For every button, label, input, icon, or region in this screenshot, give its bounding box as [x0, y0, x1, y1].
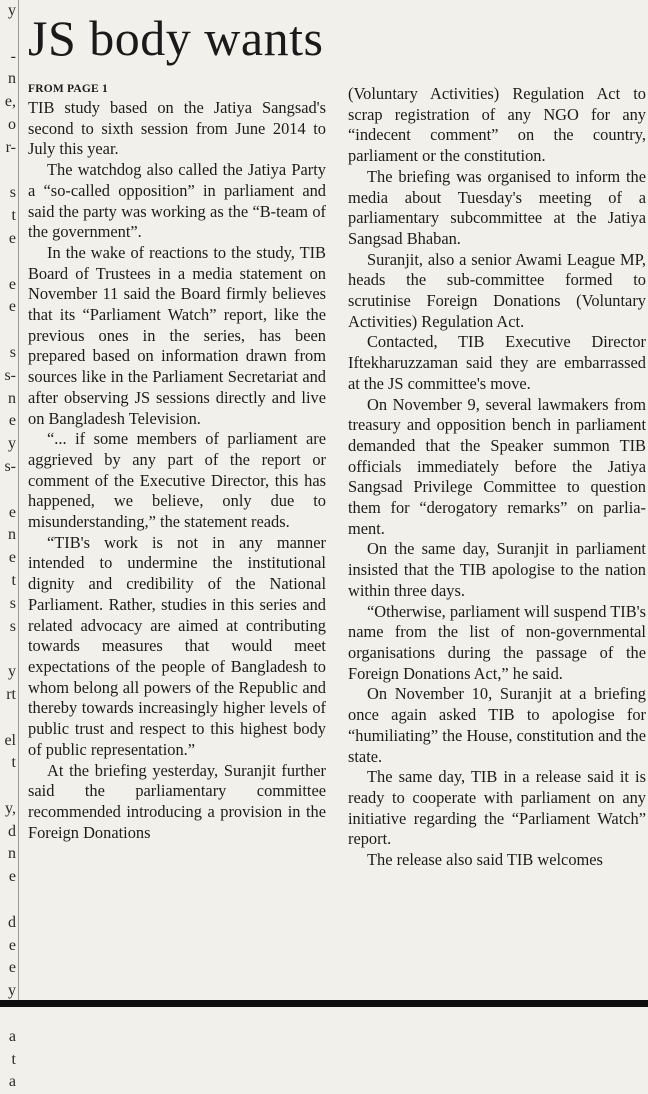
- headline: JS body wants: [28, 10, 324, 66]
- paragraph: Suranjit, also a senior Awami League MP, heads the sub-committee formed to scrutinise Foreign Donations (Voluntary Activities) Regulation Act.: [348, 249, 646, 331]
- paragraph: “... if some members of parliament are aggrieved by any part of the report or comment of the Executive Director, this has happened, we believe, only due to misunderstanding,” the statement reads.: [28, 429, 326, 532]
- paragraph: The same day, TIB in a release said it is ready to cooperate with parliament on any initiative regarding the “Parliament Watch” report.: [348, 767, 646, 849]
- paragraph: On November 10, Suranjit at a briefing once again asked TIB to apologise for “humiliating” the House, constitution and the state.: [348, 684, 646, 766]
- paragraph: The watchdog also called the Jatiya Party a “so-called opposition” in parliament and said the party was working as the “B-team of the government”.: [28, 160, 326, 242]
- gutter-fragment: e: [8, 936, 16, 954]
- article-column-2: [348, 84, 646, 871]
- gutter-fragment: r-: [5, 138, 16, 156]
- gutter-fragment: o: [8, 115, 16, 133]
- gutter-fragment: y: [8, 663, 16, 681]
- gutter-fragment: [0, 707, 16, 730]
- gutter-fragment: n: [8, 70, 16, 88]
- gutter-fragment: s: [9, 617, 16, 635]
- gutter-fragment: n: [8, 845, 16, 863]
- gutter-fragment: e: [8, 959, 16, 977]
- paragraph: TIB study based on the Jatiya Sangsad's second to sixth session from June 2014 to July this year.: [28, 98, 326, 159]
- gutter-fragment: a: [8, 1073, 16, 1091]
- gutter-fragment: s: [9, 594, 16, 612]
- paragraph: The release also said TIB welcomes: [367, 850, 603, 870]
- gutter-fragment: [0, 638, 16, 661]
- paragraph: The briefing was organised to inform the media about Tuesday's meeting of a parliamentary subcommittee at the Jatiya Sangsad Bhaban.: [348, 166, 646, 248]
- gutter-fragment: a: [8, 1027, 16, 1045]
- gutter-fragment: [0, 479, 16, 502]
- gutter-fragment: d: [8, 822, 16, 840]
- paragraph: “TIB's work is not in any manner intended to undermine the institutional dignity and credibility of the National Parliament. Rather, studies in this series and related advocacy are aimed at contributing towards measures that would meet expectations of the people of Bangladesh to whom belong all powers of the Republic and thereby towards increasingly higher levels of public trust and respect to this highest body of public representation.”: [28, 532, 326, 759]
- gutter-fragment: e: [8, 229, 16, 247]
- gutter-fragment: [0, 319, 16, 342]
- gutter-fragment: el: [4, 731, 16, 749]
- gutter-fragment: e: [8, 868, 16, 886]
- paragraph: (Voluntary Activities) Regulation Act to scrap registration of any NGO for any “indecent comment” on the country, parliament or the constitution.: [348, 84, 646, 166]
- gutter-fragment: [0, 251, 16, 274]
- gutter-fragment: e: [8, 275, 16, 293]
- gutter-fragment: e: [8, 298, 16, 316]
- column-divider: [18, 0, 19, 1000]
- gutter-fragment: e: [8, 549, 16, 567]
- gutter-fragment: t: [11, 207, 16, 225]
- gutter-fragment: e: [8, 503, 16, 521]
- gutter-fragment: y: [8, 435, 16, 453]
- gutter-fragment: y: [8, 982, 16, 1000]
- gutter-fragment: rt: [6, 685, 16, 703]
- gutter-fragment: s-: [4, 457, 16, 475]
- gutter-fragment: t: [11, 571, 16, 589]
- scan-edge-bar: [0, 1000, 648, 1007]
- continuation-kicker: FROM PAGE 1: [28, 83, 108, 95]
- gutter-fragment: y: [8, 2, 16, 19]
- gutter-fragment: -: [10, 47, 16, 65]
- gutter-fragment: t: [11, 754, 16, 772]
- gutter-fragment: [0, 160, 16, 183]
- paragraph: At the briefing yesterday, Suranjit further said the parliamentary committee recommended introducing a provision in the Foreign Donations: [28, 760, 326, 842]
- gutter-fragment: e: [8, 412, 16, 430]
- gutter-fragment: y,: [5, 799, 16, 817]
- adjacent-column-fragment: [0, 0, 16, 1091]
- gutter-fragment: [0, 889, 16, 912]
- gutter-fragment: n: [8, 389, 16, 407]
- article-column-1: [28, 81, 326, 843]
- gutter-fragment: n: [8, 526, 16, 544]
- gutter-fragment: s-: [4, 366, 16, 384]
- paragraph: “Otherwise, parliament will suspend TIB's name from the list of non-governmental organisations during the passage of the Foreign Donations Act,” he said.: [348, 601, 646, 683]
- paragraph: On the same day, Suranjit in parliament insisted that the TIB apologise to the nation within three days.: [348, 539, 646, 600]
- gutter-fragment: [0, 775, 16, 798]
- gutter-fragment: s: [9, 343, 16, 361]
- gutter-fragment: d: [8, 913, 16, 931]
- gutter-fragment: e,: [4, 93, 16, 111]
- gutter-fragment: t: [11, 1050, 16, 1068]
- paragraph: On November 9, several lawmakers from treasury and opposition bench in parliament demanded that the Speaker summon TIB officials immediately before the Jatiya Sangsad Privilege Committee to question them for “derogatory remarks” on parliament.: [348, 394, 646, 538]
- paragraph: Contacted, TIB Executive Director Iftekharuzzaman said they are embarrassed at the JS committee's move.: [348, 332, 646, 393]
- paragraph: In the wake of reactions to the study, TIB Board of Trustees in a media statement on November 11 said the Board firmly believes that its “Parliament Watch” report, like the previous ones in the series, has been prepared based on information drawn from sources like in the Parliament Secretariat and after observing JS sessions directly and live on Bangladesh Television.: [28, 242, 326, 428]
- gutter-fragment: s: [9, 184, 16, 202]
- gutter-fragment: [0, 23, 16, 46]
